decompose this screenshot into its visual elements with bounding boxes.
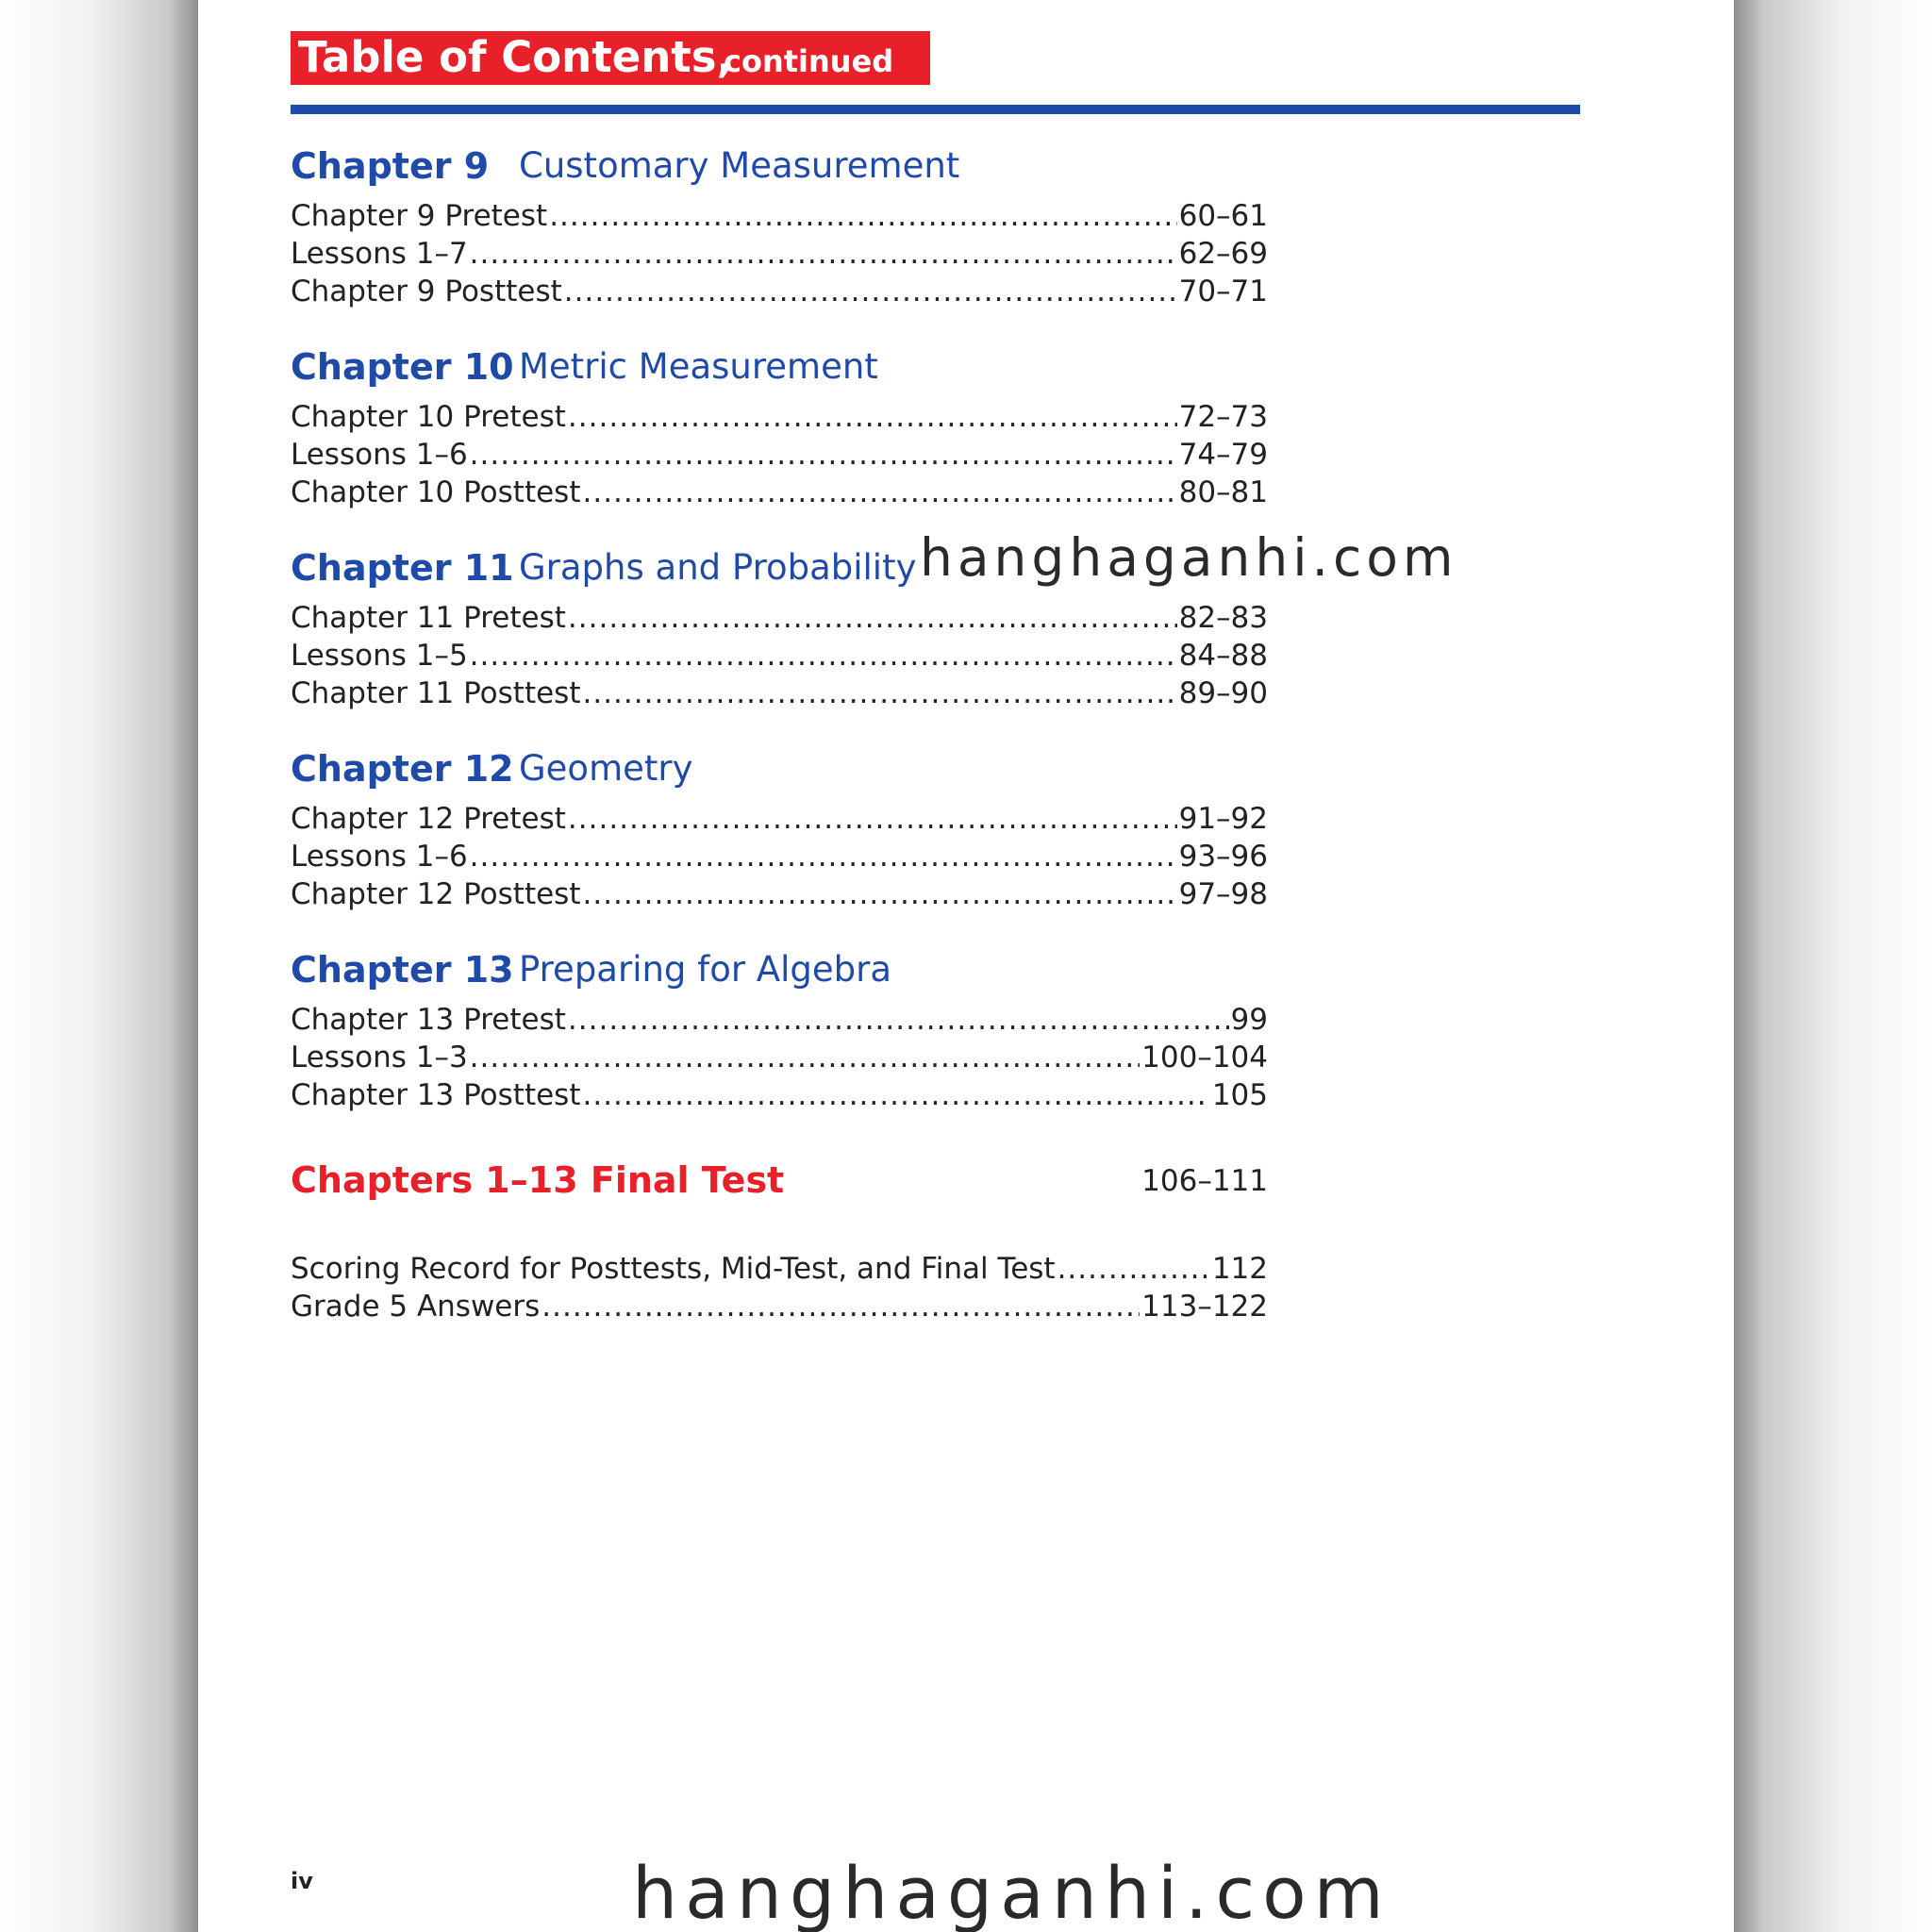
entry-pages: 97–98 bbox=[1178, 877, 1268, 911]
dot-leader bbox=[568, 599, 1177, 637]
entry-pages: 70–71 bbox=[1178, 275, 1268, 308]
toc-entry[interactable] bbox=[291, 1076, 1268, 1114]
entry-label: Chapter 11 Posttest bbox=[291, 676, 581, 710]
toc-title-continued: continued bbox=[724, 43, 894, 79]
entry-pages: 113–122 bbox=[1141, 1290, 1268, 1324]
entry-pages: 99 bbox=[1230, 1003, 1268, 1037]
dot-leader bbox=[1058, 1250, 1210, 1288]
toc-entry[interactable] bbox=[291, 1039, 1268, 1076]
dot-leader bbox=[583, 1076, 1210, 1114]
toc-entry-scoring-record[interactable] bbox=[291, 1250, 1268, 1288]
dot-leader bbox=[541, 1288, 1140, 1325]
page-shadow-left bbox=[0, 0, 198, 1932]
dot-leader bbox=[583, 675, 1177, 712]
chapter-title: Geometry bbox=[519, 748, 693, 789]
toc-entry[interactable] bbox=[291, 599, 1268, 637]
toc-entry[interactable] bbox=[291, 1001, 1268, 1039]
dot-leader bbox=[470, 838, 1177, 875]
header-rule bbox=[291, 105, 1580, 114]
chapter-label: Chapter 12 bbox=[291, 748, 514, 790]
dot-leader bbox=[470, 235, 1177, 273]
toc-entry[interactable] bbox=[291, 838, 1268, 875]
entry-pages: 84–88 bbox=[1178, 639, 1268, 673]
toc-entry[interactable] bbox=[291, 637, 1268, 675]
entry-label: Lessons 1–3 bbox=[291, 1041, 468, 1074]
entry-label: Chapter 12 Posttest bbox=[291, 877, 581, 911]
entry-pages: 60–61 bbox=[1178, 199, 1268, 233]
chapter-title: Metric Measurement bbox=[519, 346, 878, 387]
final-test-heading[interactable] bbox=[291, 1157, 1268, 1204]
entry-pages: 105 bbox=[1211, 1078, 1268, 1112]
entry-pages: 82–83 bbox=[1178, 601, 1268, 635]
toc-entry[interactable] bbox=[291, 273, 1268, 310]
entry-label: Grade 5 Answers bbox=[291, 1290, 541, 1324]
dot-leader bbox=[568, 1001, 1229, 1039]
dot-leader bbox=[568, 800, 1177, 838]
entry-label: Chapter 12 Pretest bbox=[291, 802, 566, 836]
toc-entry[interactable] bbox=[291, 235, 1268, 273]
page-shadow-right bbox=[1734, 0, 1932, 1932]
final-test-pages: 106–111 bbox=[1141, 1164, 1268, 1198]
entry-pages: 112 bbox=[1211, 1252, 1268, 1286]
page-number: iv bbox=[291, 1868, 313, 1894]
chapter-label: Chapter 9 bbox=[291, 145, 490, 187]
final-test-label: Chapters 1–13 Final Test bbox=[291, 1159, 785, 1201]
page-sheet bbox=[198, 0, 1734, 1932]
entry-pages: 91–92 bbox=[1178, 802, 1268, 836]
chapter-title: Preparing for Algebra bbox=[519, 949, 892, 990]
entry-pages: 80–81 bbox=[1178, 475, 1268, 509]
entry-label: Chapter 10 Posttest bbox=[291, 475, 581, 509]
entry-label: Chapter 13 Pretest bbox=[291, 1003, 566, 1037]
dot-leader bbox=[568, 398, 1177, 436]
entry-label: Chapter 10 Pretest bbox=[291, 400, 566, 434]
entry-pages: 89–90 bbox=[1178, 676, 1268, 710]
dot-leader bbox=[549, 197, 1176, 235]
dot-leader bbox=[583, 474, 1177, 511]
dot-leader bbox=[583, 875, 1177, 913]
toc-entry[interactable] bbox=[291, 675, 1268, 712]
watermark-middle: hanghaganhi.com bbox=[920, 527, 1458, 588]
toc-entry[interactable] bbox=[291, 875, 1268, 913]
toc-entry[interactable] bbox=[291, 398, 1268, 436]
toc-entry-answers[interactable] bbox=[291, 1288, 1268, 1325]
toc-title: Table of Contents, bbox=[298, 32, 733, 82]
entry-pages: 72–73 bbox=[1178, 400, 1268, 434]
chapter-label: Chapter 11 bbox=[291, 547, 514, 589]
dot-leader bbox=[470, 1039, 1140, 1076]
watermark-bottom: hanghaganhi.com bbox=[632, 1851, 1391, 1932]
dot-leader bbox=[564, 273, 1177, 310]
entry-label: Lessons 1–7 bbox=[291, 237, 468, 271]
dot-leader bbox=[470, 637, 1177, 675]
entry-pages: 74–79 bbox=[1178, 438, 1268, 472]
chapter-title: Graphs and Probability bbox=[519, 547, 917, 588]
entry-pages: 93–96 bbox=[1178, 840, 1268, 874]
entry-label: Chapter 13 Posttest bbox=[291, 1078, 581, 1112]
entry-label: Lessons 1–5 bbox=[291, 639, 468, 673]
entry-pages: 62–69 bbox=[1178, 237, 1268, 271]
entry-label: Chapter 9 Posttest bbox=[291, 275, 562, 308]
toc-entry[interactable] bbox=[291, 800, 1268, 838]
chapter-label: Chapter 10 bbox=[291, 346, 514, 388]
entry-label: Chapter 11 Pretest bbox=[291, 601, 566, 635]
toc-entry[interactable] bbox=[291, 436, 1268, 474]
entry-label: Lessons 1–6 bbox=[291, 438, 468, 472]
chapter-label: Chapter 13 bbox=[291, 949, 514, 991]
entry-label: Lessons 1–6 bbox=[291, 840, 468, 874]
dot-leader bbox=[470, 436, 1177, 474]
toc-entry[interactable] bbox=[291, 474, 1268, 511]
entry-label: Scoring Record for Posttests, Mid-Test, and Final Test bbox=[291, 1252, 1056, 1286]
entry-pages: 100–104 bbox=[1141, 1041, 1268, 1074]
toc-entry[interactable] bbox=[291, 197, 1268, 235]
chapter-title: Customary Measurement bbox=[519, 145, 960, 186]
toc-title-banner bbox=[291, 31, 930, 85]
entry-label: Chapter 9 Pretest bbox=[291, 199, 548, 233]
